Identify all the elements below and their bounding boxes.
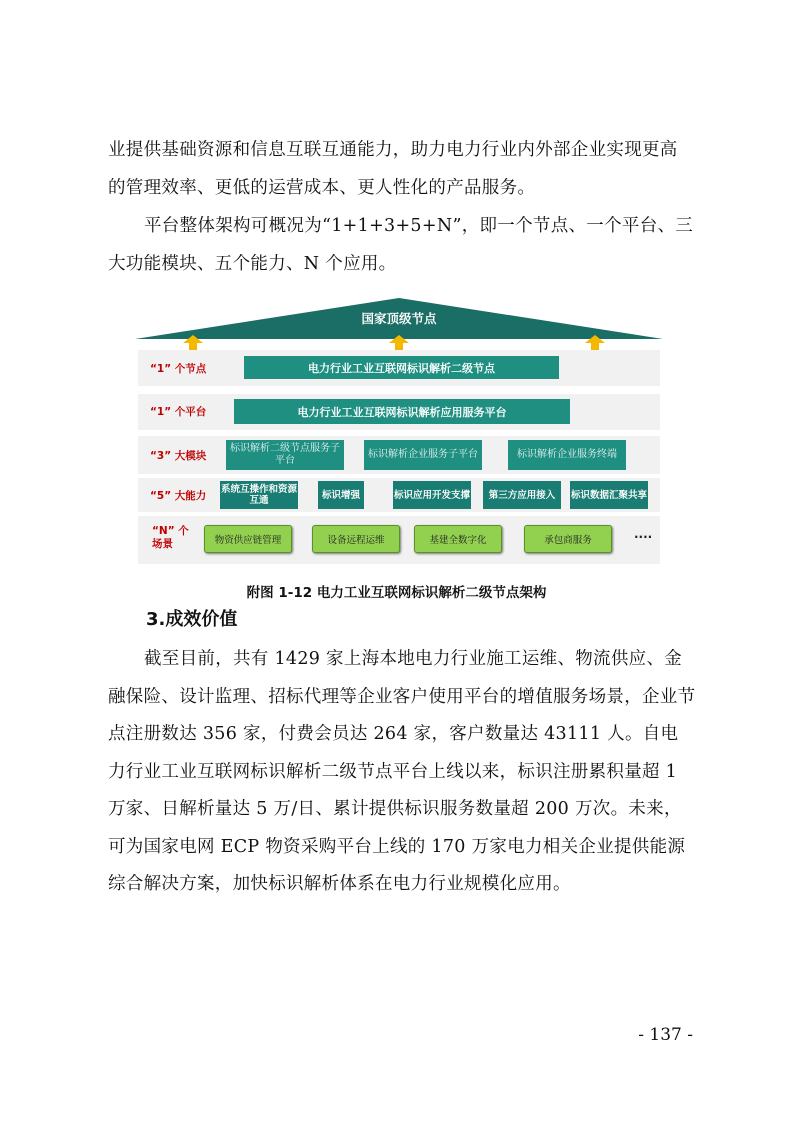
row-modules xyxy=(138,436,660,474)
up-arrow-icon xyxy=(585,335,605,351)
paragraph-results: 截至目前，共有 1429 家上海本地电力行业施工运维、物流供应、金融保险、设计监理、招标代理等企业客户使用平台的增值服务场景，企业节点注册数达 356 家，付费会员达 264 家，客户数量达 43111 人。自电力行业工业互联网标识解析二级节点平台上线以来，标识注册累积量超 1 万家、日解析量达 5 万/日、累计提供标识服务数量超 200 万次。未来，可为国家电网 ECP 物资采购平台上线的 170 万家电力相关企业提供能源综合解决方案，加快标识解析体系在电力行业规模化应用。 xyxy=(108,649,696,894)
module-box: 标识解析二级节点服务子平台 xyxy=(226,440,344,470)
scene-box: 基建全数字化 xyxy=(414,525,502,553)
roof-title: 国家顶级节点 xyxy=(361,311,437,326)
architecture-figure xyxy=(135,298,663,568)
row-label: “1” 个平台 xyxy=(150,406,207,418)
paragraph-continuation xyxy=(108,132,696,207)
ability-box: 第三方应用接入 xyxy=(483,481,561,509)
up-arrow-icon xyxy=(183,335,203,351)
row-scenes xyxy=(138,516,660,564)
module-box: 标识解析企业服务子平台 xyxy=(364,440,482,470)
paragraph-line: 的管理效率、更低的运营成本、更人性化的产品服务。 xyxy=(108,177,536,198)
module-box: 标识解析企业服务终端 xyxy=(508,440,626,470)
paragraph-architecture-summary: 平台整体架构可概况为“1+1+3+5+N”，即一个节点、一个平台、三大功能模块、五个能力、N 个应用。 xyxy=(108,216,694,274)
scene-box: 设备远程运维 xyxy=(312,525,400,553)
row-label-line: “N” 个 xyxy=(152,525,189,537)
ability-box: 标识增强 xyxy=(318,481,364,509)
page-number: - 137 - xyxy=(638,1025,693,1045)
more-indicator: ···· xyxy=(634,530,653,544)
service-platform-box: 电力行业工业互联网标识解析应用服务平台 xyxy=(234,399,570,424)
ability-box: 系统互操作和资源互通 xyxy=(220,481,298,509)
row-label xyxy=(152,525,189,551)
figure-caption: 附图 1-12 电力工业互联网标识解析二级节点架构 xyxy=(246,585,547,601)
paragraph-line: 业提供基础资源和信息互联互通能力，助力电力行业内外部企业实现更高 xyxy=(108,140,678,160)
row-label-line: 场景 xyxy=(152,538,173,550)
secondary-node-box: 电力行业工业互联网标识解析二级节点 xyxy=(244,356,559,379)
row-node xyxy=(138,350,660,386)
ability-box: 标识应用开发支撑 xyxy=(393,481,471,509)
up-arrow-icon xyxy=(389,335,409,351)
ability-box: 标识数据汇聚共享 xyxy=(570,481,648,509)
row-label: “3” 大模块 xyxy=(150,450,207,462)
row-label: “1” 个节点 xyxy=(150,363,207,375)
scene-box: 物资供应链管理 xyxy=(204,525,292,553)
row-label: “5” 大能力 xyxy=(150,490,207,502)
row-platform xyxy=(138,394,660,430)
row-abilities xyxy=(138,478,660,512)
scene-box: 承包商服务 xyxy=(524,525,612,553)
section-heading: 3.成效价值 xyxy=(146,609,238,630)
